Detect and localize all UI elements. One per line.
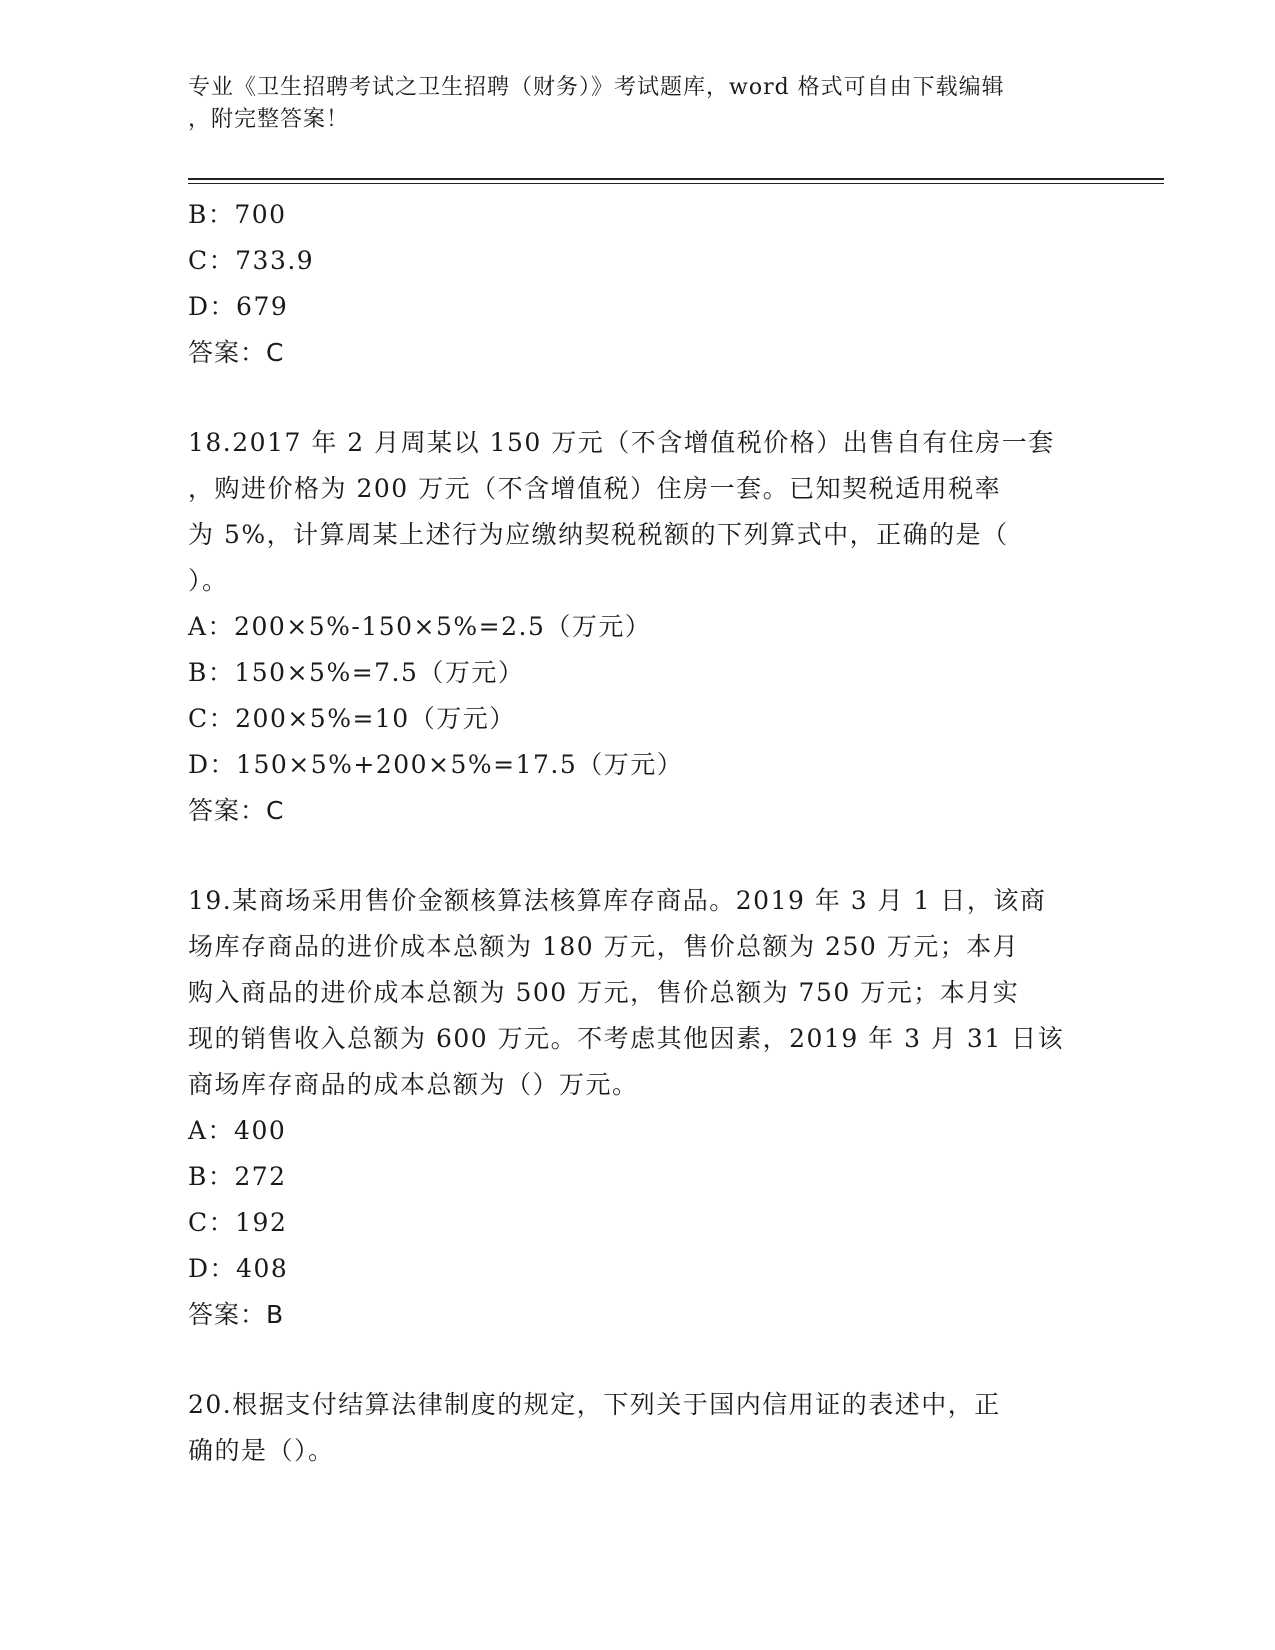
option-c: C：733.9 — [188, 246, 315, 275]
answer-line: 答案：C — [188, 338, 285, 367]
option-c: C：192 — [188, 1208, 288, 1237]
question-text-line: 为 5%，计算周某上述行为应缴纳契税税额的下列算式中，正确的是（ — [188, 520, 1009, 549]
option-b: B：150×5%=7.5（万元） — [188, 658, 525, 687]
question-text-line: 20.根据支付结算法律制度的规定，下列关于国内信用证的表述中，正 — [188, 1390, 1001, 1419]
question-text-line: 19.某商场采用售价金额核算法核算库存商品。2019 年 3 月 1 日，该商 — [188, 886, 1047, 915]
option-c: C：200×5%=10（万元） — [188, 704, 516, 733]
question-text-line: ）。 — [188, 566, 229, 595]
question-text-line: 确的是（）。 — [188, 1436, 335, 1465]
question-text-line: 场库存商品的进价成本总额为 180 万元，售价总额为 250 万元；本月 — [188, 932, 1020, 961]
document-header — [188, 72, 1088, 136]
spacer — [188, 1338, 1088, 1382]
option-d: D：408 — [188, 1254, 289, 1283]
document-body — [188, 192, 1088, 1474]
question-text-line: 购入商品的进价成本总额为 500 万元，售价总额为 750 万元；本月实 — [188, 978, 1020, 1007]
question-text-line: 商场库存商品的成本总额为（）万元。 — [188, 1070, 639, 1099]
option-a: A：400 — [188, 1116, 287, 1145]
option-b: B：700 — [188, 200, 287, 229]
question-text-line: 18.2017 年 2 月周某以 150 万元（不含增值税价格）出售自有住房一套 — [188, 428, 1055, 457]
header-rule-thick — [188, 178, 1164, 180]
option-a: A：200×5%-150×5%=2.5（万元） — [188, 612, 652, 641]
answer-line: 答案：C — [188, 796, 285, 825]
option-d: D：679 — [188, 292, 289, 321]
question-19 — [188, 878, 1088, 1338]
question-text-line: 现的销售收入总额为 600 万元。不考虑其他因素，2019 年 3 月 31 日该 — [188, 1024, 1065, 1053]
header-line-2: ，附完整答案！ — [188, 107, 350, 132]
question-20 — [188, 1382, 1088, 1474]
spacer — [188, 834, 1088, 878]
question-17-tail — [188, 192, 1088, 376]
question-text-line: ，购进价格为 200 万元（不含增值税）住房一套。已知契税适用税率 — [188, 474, 1002, 503]
header-rule-thin — [188, 183, 1164, 184]
spacer — [188, 376, 1088, 420]
header-line-1: 专业《卫生招聘考试之卫生招聘（财务）》考试题库，word 格式可自由下载编辑 — [188, 75, 1005, 100]
option-b: B：272 — [188, 1162, 287, 1191]
question-18 — [188, 420, 1088, 834]
answer-line: 答案：B — [188, 1300, 285, 1329]
option-d: D：150×5%+200×5%=17.5（万元） — [188, 750, 684, 779]
